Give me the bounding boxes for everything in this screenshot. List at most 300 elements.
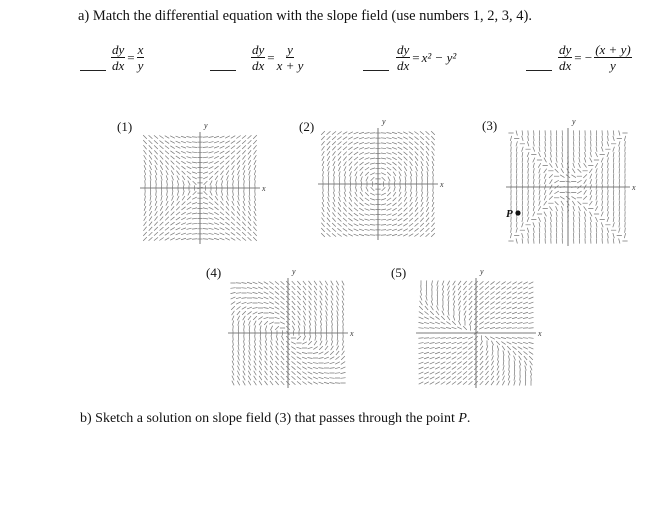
slope-segment [366, 187, 368, 192]
slope-segment [503, 350, 504, 355]
slope-segment [238, 345, 239, 350]
slope-segment [241, 288, 246, 289]
slope-segment [269, 287, 273, 290]
slope-segment [232, 371, 234, 376]
slope-segment [176, 201, 179, 205]
slope-segment [506, 322, 511, 323]
slope-segment [613, 130, 614, 135]
slope-segment [426, 223, 429, 227]
slope-segment [561, 163, 563, 168]
slope-segment [497, 376, 500, 381]
slope-segment [426, 295, 427, 300]
slope-segment [297, 286, 300, 290]
slope-segment [338, 156, 341, 160]
slope-segment [544, 179, 546, 184]
slope-segment [503, 365, 504, 370]
slope-segment [303, 296, 306, 300]
slope-segment [533, 179, 534, 184]
slope-segment [435, 362, 440, 364]
slope-segment [501, 292, 505, 295]
answer-blank-2[interactable] [210, 70, 236, 71]
slope-segment [203, 208, 208, 209]
slope-segment [332, 233, 336, 236]
slope-segment [562, 147, 563, 152]
slope-segment [176, 156, 180, 159]
slope-segment [204, 181, 208, 185]
slope-segment [343, 234, 347, 237]
slope-segment [214, 223, 219, 225]
slope-segment [365, 158, 370, 160]
slope-segment [418, 343, 423, 344]
slope-segment [328, 197, 330, 202]
slope-segment [331, 341, 333, 346]
slope-segment [516, 152, 517, 157]
slope-segment [480, 361, 483, 365]
slope-segment [435, 316, 439, 319]
slope-segment [415, 223, 419, 226]
slope-segment [464, 301, 467, 305]
slope-segment [512, 317, 517, 318]
slope-segment [264, 317, 269, 319]
slope-segment [430, 382, 435, 385]
point-p-dot[interactable] [515, 210, 520, 215]
slope-segment [420, 233, 424, 236]
slope-segment [590, 190, 592, 195]
slope-segment [328, 187, 329, 192]
slope-segment [469, 296, 472, 300]
slope-segment [269, 312, 274, 313]
equation-4: $\frac{dy}{dx}$ = − $\frac{(x + y)}{y}$ [559, 42, 631, 73]
slope-segment [309, 286, 312, 290]
slope-segment [327, 233, 331, 236]
slope-segment [331, 281, 334, 286]
slope-segment [187, 162, 192, 164]
slope-segment [327, 161, 329, 166]
slope-segment [275, 371, 278, 375]
slope-segment [585, 222, 586, 227]
slope-segment [399, 171, 401, 176]
slope-segment [490, 337, 495, 339]
slope-segment [431, 136, 434, 140]
slope-segment [336, 346, 338, 351]
slope-segment [327, 202, 329, 207]
slope-segment [166, 201, 168, 206]
slope-segment [596, 179, 597, 184]
slope-segment [607, 217, 609, 222]
slope-segment [259, 356, 261, 361]
slope-segment [528, 179, 529, 184]
slope-segment [313, 363, 318, 364]
slope-segment [426, 151, 429, 155]
slope-segment [181, 223, 186, 225]
slope-segment [514, 381, 515, 386]
slope-segment [523, 302, 528, 304]
slope-segment [448, 300, 449, 305]
slope-segment [459, 306, 461, 311]
slope-segment [511, 228, 512, 233]
slope-segment [187, 166, 192, 168]
slope-segment [516, 222, 517, 227]
slope-segment [590, 195, 592, 200]
slope-segment [607, 211, 608, 216]
slope-segment [275, 286, 279, 289]
slope-segment [619, 141, 620, 146]
slope-segment [342, 281, 344, 286]
slope-segment [501, 297, 505, 300]
slope-segment [463, 366, 467, 369]
slope-segment [336, 291, 338, 296]
slope-segment [453, 291, 455, 296]
slope-segment [469, 301, 472, 305]
slope-segment [309, 301, 312, 305]
slope-segment [503, 371, 505, 376]
slope-segment [248, 316, 251, 320]
slope-segment [523, 338, 528, 339]
slope-segment [170, 227, 174, 230]
slope-segment [323, 176, 324, 181]
slope-segment [420, 131, 424, 134]
slope-segment [523, 323, 528, 324]
slope-segment [349, 152, 353, 155]
y-axis-label: y [204, 121, 208, 130]
slope-segment [370, 198, 375, 200]
slope-segment [382, 187, 386, 191]
slope-segment [431, 131, 435, 135]
slope-segment [314, 311, 316, 316]
slope-segment [192, 172, 197, 174]
slope-segment [308, 341, 312, 345]
slope-segment [252, 307, 257, 308]
slope-segment [608, 130, 609, 135]
slope-segment [458, 321, 460, 326]
slope-segment [227, 180, 228, 185]
slope-segment [415, 218, 419, 222]
slope-segment [320, 301, 322, 306]
slope-segment [309, 325, 310, 330]
slope-segment [149, 150, 152, 154]
slope-segment [231, 302, 235, 305]
slope-segment [512, 338, 517, 339]
answer-blank-3[interactable] [363, 70, 389, 71]
slope-segment [381, 224, 386, 225]
slope-segment [589, 201, 592, 205]
slope-segment [602, 184, 603, 189]
slope-segment [350, 176, 351, 181]
slope-segment [415, 197, 417, 202]
slope-segment [248, 361, 250, 366]
slope-segment [236, 302, 241, 304]
slope-segment [192, 167, 197, 168]
slope-segment [232, 165, 235, 169]
slope-segment [416, 171, 417, 176]
slope-segment [508, 370, 509, 375]
slope-segment [309, 306, 312, 311]
slope-segment [320, 281, 323, 285]
slope-segment [426, 280, 427, 285]
slope-segment [187, 218, 192, 220]
slope-segment [297, 381, 301, 384]
slope-segment [387, 219, 392, 220]
x-axis-label: x [538, 329, 542, 338]
slope-segment [309, 311, 311, 316]
slope-segment [502, 376, 504, 381]
slope-segment [485, 381, 488, 385]
slope-segment [485, 322, 490, 324]
slope-segment [171, 166, 174, 170]
slope-segment [416, 192, 417, 197]
slope-segment [496, 302, 500, 305]
slope-segment [556, 217, 557, 222]
slope-field-3[interactable] [506, 117, 636, 246]
slope-segment [326, 311, 328, 316]
slope-segment [214, 238, 219, 239]
slope-segment [398, 218, 403, 221]
slope-segment [601, 158, 603, 163]
slope-segment [435, 382, 439, 385]
slope-segment [426, 290, 427, 295]
slope-segment [154, 135, 158, 138]
slope-segment [216, 191, 218, 196]
slope-segment [203, 234, 208, 235]
slope-segment [214, 212, 218, 215]
slope-segment [381, 214, 386, 215]
slope-segment [349, 208, 353, 212]
slope-segment [161, 196, 162, 201]
slope-segment [249, 321, 251, 326]
slope-segment [255, 191, 256, 196]
slope-segment [545, 147, 546, 152]
slope-segment [338, 218, 342, 222]
slope-segment [602, 179, 603, 184]
slope-segment [426, 131, 430, 134]
slope-segment [203, 218, 208, 219]
slope-segment [165, 151, 169, 154]
slope-segment [314, 281, 317, 285]
slope-segment [203, 162, 208, 163]
slope-segment [172, 196, 174, 201]
slope-segment [265, 335, 266, 340]
slope-segment [590, 179, 592, 184]
slope-segment [485, 291, 489, 294]
slope-segment [249, 175, 250, 180]
slope-segment [491, 341, 493, 346]
slope-segment [530, 370, 531, 375]
slope-segment [431, 280, 432, 285]
slope-segment [260, 325, 261, 330]
slope-segment [249, 340, 250, 345]
slope-segment [507, 287, 511, 290]
slope-segment [516, 147, 517, 152]
slope-segment [325, 306, 327, 311]
slope-segment [360, 167, 364, 171]
slope-segment [409, 137, 413, 140]
slope-segment [519, 380, 520, 385]
slope-segment [393, 192, 396, 196]
slope-segment [320, 320, 321, 325]
slope-segment [237, 160, 240, 164]
slope-segment [248, 376, 251, 381]
slope-segment [608, 184, 609, 189]
answer-blank-4[interactable] [526, 70, 552, 71]
slope-segment [463, 342, 468, 344]
slope-segment [437, 290, 438, 295]
slope-segment [332, 213, 335, 217]
slope-segment [463, 347, 467, 350]
slope-segment [393, 167, 397, 171]
slope-segment [523, 292, 528, 294]
slope-segment [608, 238, 609, 243]
slope-segment [281, 296, 285, 299]
slope-segment [573, 206, 575, 211]
slope-segment [231, 232, 235, 235]
slope-segment [249, 180, 250, 185]
slope-segment [591, 141, 592, 146]
slope-segment [238, 196, 239, 201]
slope-segment [203, 177, 208, 179]
slope-segment [393, 172, 396, 176]
slope-segment [386, 224, 391, 225]
slope-segment [387, 162, 392, 164]
slope-segment [446, 338, 451, 339]
slope-segment [149, 227, 152, 231]
slope-segment [208, 136, 213, 137]
slope-segment [469, 306, 472, 310]
slope-segment [602, 168, 603, 173]
slope-segment [420, 213, 423, 217]
slope-segment [440, 338, 445, 339]
slope-segment [463, 286, 466, 290]
slope-segment [491, 366, 494, 371]
slope-segment [226, 166, 229, 170]
slope-segment [231, 151, 235, 154]
slope-segment [166, 206, 169, 210]
slope-segment [328, 176, 329, 181]
slope-segment [440, 342, 445, 343]
slope-segment [602, 201, 603, 206]
slope-segment [365, 192, 369, 196]
slope-segment [338, 146, 342, 150]
slope-segment [322, 202, 324, 207]
slope-segment [238, 325, 239, 330]
slope-segment [161, 180, 162, 185]
slope-segment [324, 377, 329, 378]
slope-segment [528, 163, 529, 168]
slope-segment [381, 235, 386, 236]
slope-segment [556, 152, 557, 157]
slope-segment [181, 217, 186, 219]
slope-segment [187, 213, 192, 215]
slope-segment [253, 145, 256, 149]
slope-segment [338, 141, 342, 144]
slope-segment [244, 335, 245, 340]
slope-segment [308, 377, 313, 380]
slope-segment [512, 346, 516, 349]
slope-segment [170, 222, 174, 225]
slope-segment [480, 381, 483, 385]
slope-segment [525, 370, 526, 375]
slope-segment [419, 372, 424, 374]
slope-segment [265, 356, 268, 361]
x-axis-label: x [440, 180, 444, 189]
slope-segment [297, 296, 300, 300]
slope-segment [501, 337, 506, 338]
slope-segment [409, 223, 413, 226]
slope-segment [242, 227, 246, 231]
slope-segment [333, 161, 335, 166]
slope-segment [479, 316, 483, 319]
slope-segment [265, 351, 267, 356]
slope-segment [426, 212, 429, 216]
slope-segment [176, 222, 181, 225]
slope-segment [365, 148, 370, 149]
slope-segment [457, 347, 462, 349]
slope-segment [545, 217, 546, 222]
slope-segment [453, 296, 455, 301]
slope-segment [518, 287, 523, 289]
slope-segment [452, 347, 457, 349]
slope-segment [186, 233, 191, 234]
slope-segment [276, 346, 279, 350]
slope-segment [370, 168, 375, 170]
slope-segment [590, 222, 591, 227]
slope-segment [533, 228, 534, 233]
slope-segment [331, 320, 332, 325]
slope-segment [241, 282, 246, 283]
slope-segment [186, 147, 191, 148]
slope-segment [176, 141, 181, 143]
slope-segment [232, 311, 235, 315]
slope-segment [233, 325, 234, 330]
slope-segment [220, 146, 225, 148]
slope-segment [203, 147, 208, 148]
slope-segment [447, 316, 450, 320]
slope-segment [297, 352, 302, 354]
slope-segment [349, 197, 352, 201]
slope-segment [309, 296, 312, 300]
slope-segment [242, 140, 246, 143]
slope-segment [313, 367, 318, 368]
slope-segment [523, 312, 528, 314]
slope-segment [321, 228, 324, 232]
slope-segment [554, 180, 558, 183]
slope-segment [533, 201, 534, 206]
y-axis-label: y [382, 117, 386, 126]
slope-segment [314, 291, 317, 295]
answer-blank-1[interactable] [80, 70, 106, 71]
slope-segment [437, 306, 439, 311]
slope-segment [452, 357, 457, 360]
slope-segment [496, 281, 500, 284]
slope-segment [336, 286, 338, 291]
slope-segment [203, 213, 208, 214]
slope-segment [143, 237, 147, 241]
slope-segment [225, 136, 230, 138]
slope-segment [437, 300, 438, 305]
slope-segment [225, 233, 230, 236]
slope-segment [619, 152, 620, 157]
slope-segment [539, 222, 540, 227]
slope-segment [518, 307, 523, 309]
slope-segment [335, 383, 340, 384]
slope-segment [387, 203, 392, 205]
slope-segment [381, 138, 386, 139]
slope-segment [361, 176, 363, 181]
slope-segment [338, 207, 341, 211]
slope-segment [292, 371, 296, 374]
slope-segment [486, 356, 489, 360]
slope-segment [342, 296, 344, 301]
slope-segment [518, 302, 523, 304]
